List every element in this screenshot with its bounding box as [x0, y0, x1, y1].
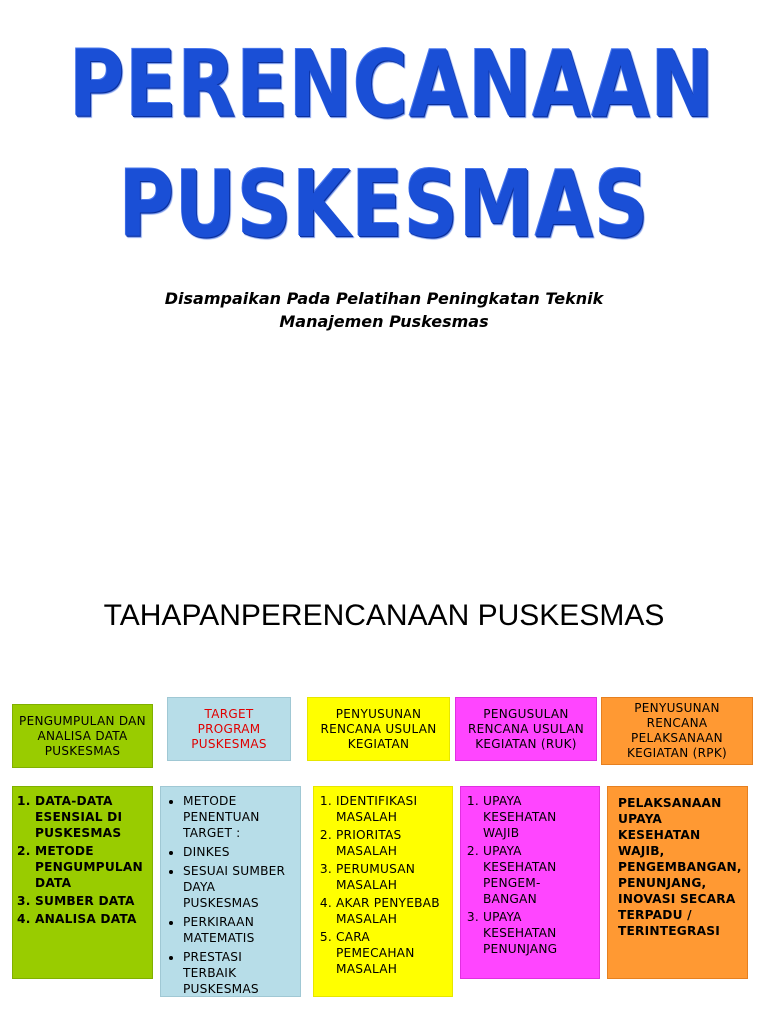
stage-box-ruk-preparation	[307, 697, 450, 761]
stage-label: TARGET PROGRAM PUSKESMAS	[191, 706, 267, 751]
detail-box-data-collection	[12, 786, 153, 979]
detail-item: 5. CARA PEMECAHAN MASALAH	[336, 929, 446, 977]
detail-item: 1. IDENTIFIKASI MASALAH	[336, 793, 446, 825]
stage-box-data-collection	[12, 704, 153, 768]
detail-box-ruk-submission	[460, 786, 600, 979]
detail-box-target-program	[160, 786, 301, 997]
detail-item: • PRESTASI TERBAIK PUSKESMAS	[183, 949, 294, 997]
subtitle-line-1: Disampaikan Pada Pelatihan Peningkatan Teknik	[164, 289, 604, 308]
detail-item: • SESUAI SUMBER DAYA PUSKESMAS	[183, 863, 294, 911]
detail-item: 1. DATA-DATA ESENSIAL DI PUSKESMAS	[35, 793, 146, 841]
detail-box-ruk-preparation	[313, 786, 453, 997]
stage-label: PENYUSUNAN RENCANA USULAN KEGIATAN	[320, 706, 437, 751]
detail-item: 4. ANALISA DATA	[35, 911, 146, 927]
detail-item: 2. UPAYA KESEHATAN PENGEM-BANGAN	[483, 843, 593, 907]
detail-item: 2. PRIORITAS MASALAH	[336, 827, 446, 859]
detail-item: • METODE PENENTUAN TARGET :	[183, 793, 294, 841]
detail-item: 2. METODE PENGUMPULAN DATA	[35, 843, 146, 891]
section-title: TAHAPANPERENCANAAN PUSKESMAS	[103, 599, 665, 632]
detail-item: 4. AKAR PENYEBAB MASALAH	[336, 895, 446, 927]
stage-label: PENYUSUNAN RENCANA PELAKSANAAN KEGIATAN (RPK)	[627, 701, 727, 760]
detail-item: 3. UPAYA KESEHATAN PENUNJANG	[483, 909, 593, 957]
detail-item: 3. PERUMUSAN MASALAH	[336, 861, 446, 893]
detail-item: • PERKIRAAN MATEMATIS	[183, 914, 294, 946]
title-line-1: PERENCANAAN	[69, 31, 715, 138]
detail-item: • DINKES	[183, 844, 294, 860]
stage-box-ruk-submission	[455, 697, 597, 761]
detail-paragraph: PELAKSANAAN UPAYA KESEHATAN WAJIB, PENGEMBANGAN, PENUNJANG, INOVASI SECARA TERPADU / TERINTEGRASI	[618, 796, 742, 938]
stage-box-target-program	[167, 697, 291, 761]
subtitle-line-2: Manajemen Puskesmas	[279, 312, 489, 331]
detail-item: 3. SUMBER DATA	[35, 893, 146, 909]
detail-box-rpk-preparation	[607, 786, 748, 979]
stage-label: PENGUMPULAN DAN ANALISA DATA PUSKESMAS	[19, 713, 146, 758]
stage-box-rpk-preparation	[601, 697, 753, 765]
title-line-2: PUSKESMAS	[118, 151, 650, 258]
stage-label: PENGUSULAN RENCANA USULAN KEGIATAN (RUK)	[467, 706, 584, 751]
detail-item: 1. UPAYA KESEHATAN WAJIB	[483, 793, 593, 841]
